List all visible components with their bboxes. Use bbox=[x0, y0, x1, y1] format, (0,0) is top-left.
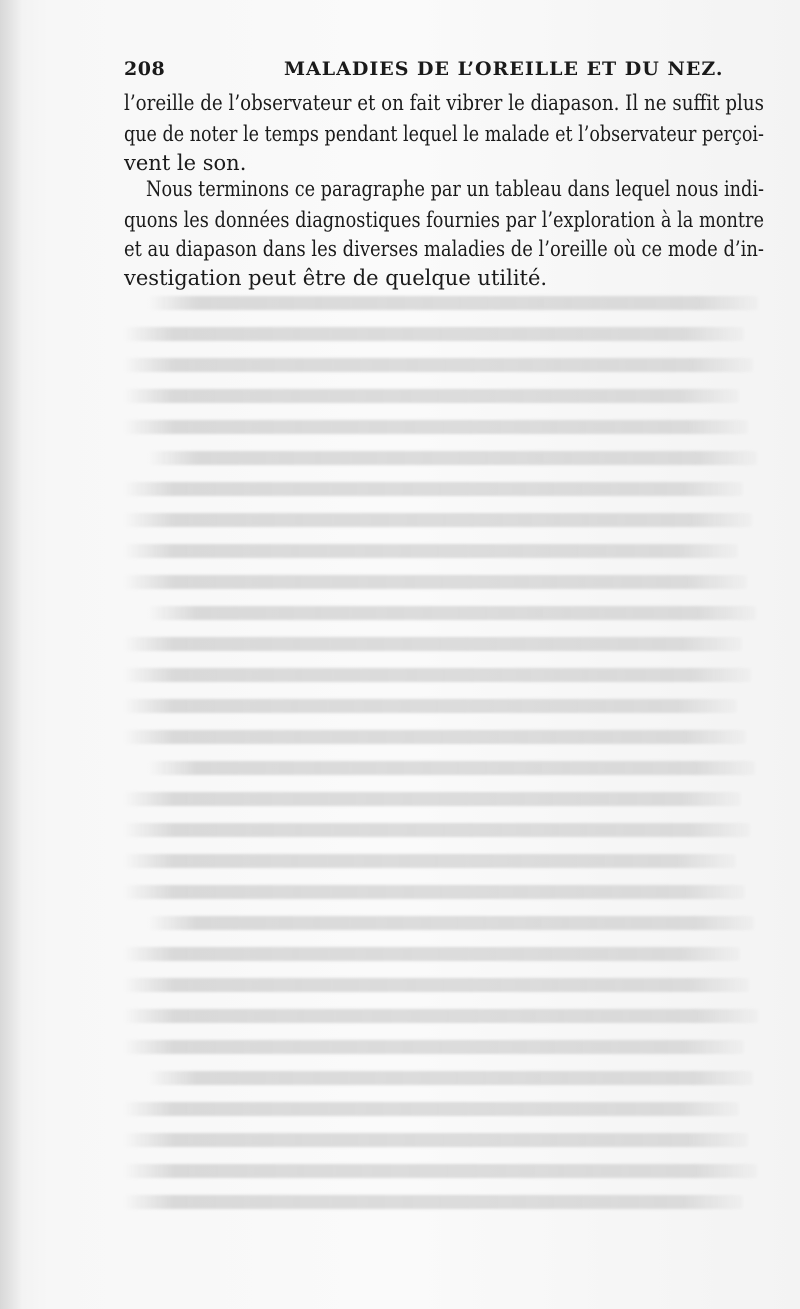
page-number: 208 bbox=[124, 58, 166, 80]
page-header bbox=[124, 58, 764, 88]
paragraph-line: quons les données diagnostiques fournies par l’exploration à la montre bbox=[124, 208, 765, 232]
paragraph-line: vent le son. bbox=[124, 151, 247, 175]
paragraph-line: vestigation peut être de quelque utilité. bbox=[124, 266, 548, 290]
paragraph-line: l’oreille de l’observateur et on fait vibrer le diapason. Il ne suffit plus bbox=[124, 91, 764, 115]
paragraph-line: Nous terminons ce paragraphe par un tableau dans lequel nous indi- bbox=[146, 177, 765, 201]
paragraph-line: et au diapason dans les diverses maladies de l’oreille où ce mode d’in- bbox=[124, 237, 764, 261]
running-title: MALADIES DE L’OREILLE ET DU NEZ. bbox=[284, 58, 724, 80]
paragraph-line: que de noter le temps pendant lequel le malade et l’observateur perçoi- bbox=[124, 122, 764, 146]
